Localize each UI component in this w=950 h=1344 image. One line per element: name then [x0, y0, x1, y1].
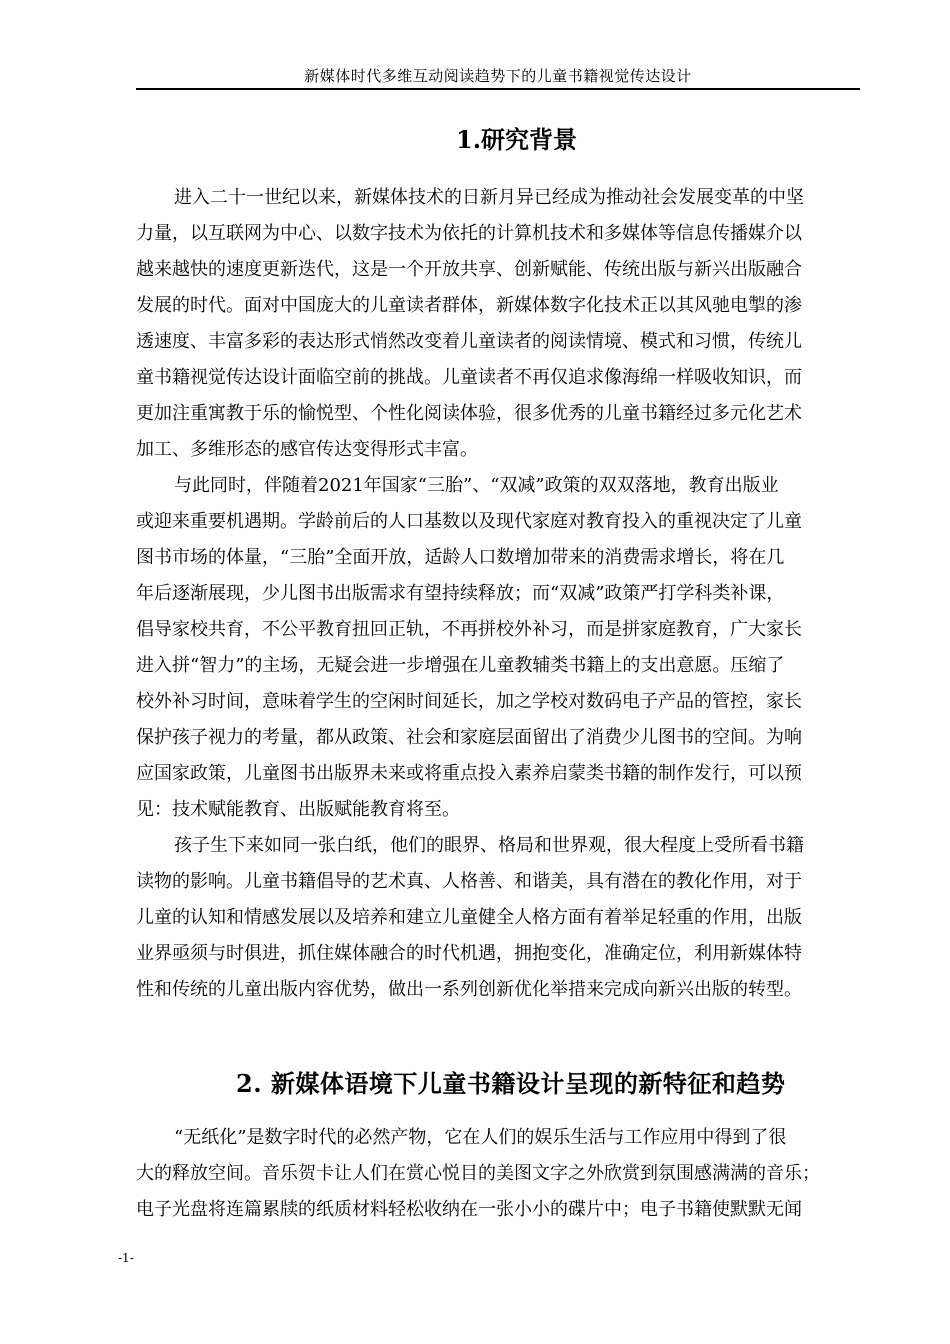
running-header: 新媒体时代多维互动阅读趋势下的儿童书籍视觉传达设计	[304, 67, 692, 85]
paragraph-line: 性和传统的儿童出版内容优势，做出一系列创新优化举措来完成向新兴出版的转型。	[136, 979, 802, 1000]
paragraph-line: 应国家政策，儿童图书出版界未来或将重点投入素养启蒙类书籍的制作发行，可以预	[136, 763, 802, 784]
paragraph-line: 倡导家校共育，不公平教育扭回正轨，不再拼校外补习，而是拼家庭教育，广大家长	[136, 619, 802, 640]
paragraph-line: 儿童的认知和情感发展以及培养和建立儿童健全人格方面有着举足轻重的作用，出版	[136, 907, 802, 928]
paragraph-line: 加工、多维形态的感官传达变得形式丰富。	[136, 439, 478, 460]
page-number: -1-	[118, 1251, 134, 1265]
paragraph-line: 更加注重寓教于乐的愉悦型、个性化阅读体验，很多优秀的儿童书籍经过多元化艺术	[136, 403, 802, 424]
paragraph-line: 与此同时，伴随着2021年国家“三胎”、“双减”政策的双双落地，教育出版业	[174, 475, 779, 496]
section2-body	[136, 1120, 856, 1228]
header-divider	[136, 88, 860, 90]
paragraph-line: 读物的影响。儿童书籍倡导的艺术真、人格善、和谐美，具有潜在的教化作用，对于	[136, 871, 802, 892]
paragraph-line: 校外补习时间，意味着学生的空闲时间延长，加之学校对数码电子产品的管控，家长	[136, 691, 802, 712]
paragraph-line: “无纸化”是数字时代的必然产物，它在人们的娱乐生活与工作应用中得到了很	[174, 1127, 787, 1148]
paragraph-line: 孩子生下来如同一张白纸，他们的眼界、格局和世界观，很大程度上受所看书籍	[174, 835, 804, 856]
paragraph-line: 业界亟须与时俱进，抓住媒体融合的时代机遇，拥抱变化，准确定位，利用新媒体特	[136, 943, 802, 964]
paragraph-line: 童书籍视觉传达设计面临空前的挑战。儿童读者不再仅追求像海绵一样吸收知识，而	[136, 367, 802, 388]
paragraph-line: 图书市场的体量，“三胎”全面开放，适龄人口数增加带来的消费需求增长，将在几	[136, 547, 785, 568]
paragraph-line: 大的释放空间。音乐贺卡让人们在赏心悦目的美图文字之外欣赏到氛围感满满的音乐；	[136, 1163, 820, 1184]
paragraph-line: 发展的时代。面对中国庞大的儿童读者群体，新媒体数字化技术正以其风驰电掣的渗	[136, 295, 802, 316]
paragraph-line: 见：技术赋能教育、出版赋能教育将至。	[136, 799, 460, 820]
section-heading-new-features: 2. 新媒体语境下儿童书籍设计呈现的新特征和趋势	[236, 1069, 786, 1098]
paragraph-line: 电子光盘将连篇累牍的纸质材料轻松收纳在一张小小的碟片中；电子书籍使默默无闻	[136, 1199, 802, 1220]
paragraph-line: 进入二十一世纪以来，新媒体技术的日新月异已经成为推动社会发展变革的中坚	[174, 187, 804, 208]
paragraph-line: 透速度、丰富多彩的表达形式悄然改变着儿童读者的阅读情境、模式和习惯，传统儿	[136, 331, 802, 352]
paragraph-line: 越来越快的速度更新迭代，这是一个开放共享、创新赋能、传统出版与新兴出版融合	[136, 259, 802, 280]
section-heading-research-background: 1.研究背景	[456, 125, 578, 154]
paragraph-line: 保护孩子视力的考量，都从政策、社会和家庭层面留出了消费少儿图书的空间。为响	[136, 727, 802, 748]
paragraph-line: 年后逐渐展现，少儿图书出版需求有望持续释放；而“双减”政策严打学科类补课，	[136, 583, 785, 604]
paragraph-line: 进入拼“智力”的主场，无疑会进一步增强在儿童教辅类书籍上的支出意愿。压缩了	[136, 655, 785, 676]
paragraph-line: 力量，以互联网为中心、以数字技术为依托的计算机技术和多媒体等信息传播媒介以	[136, 223, 802, 244]
section1-body	[136, 180, 856, 1008]
paragraph-line: 或迎来重要机遇期。学龄前后的人口基数以及现代家庭对教育投入的重视决定了儿童	[136, 511, 802, 532]
